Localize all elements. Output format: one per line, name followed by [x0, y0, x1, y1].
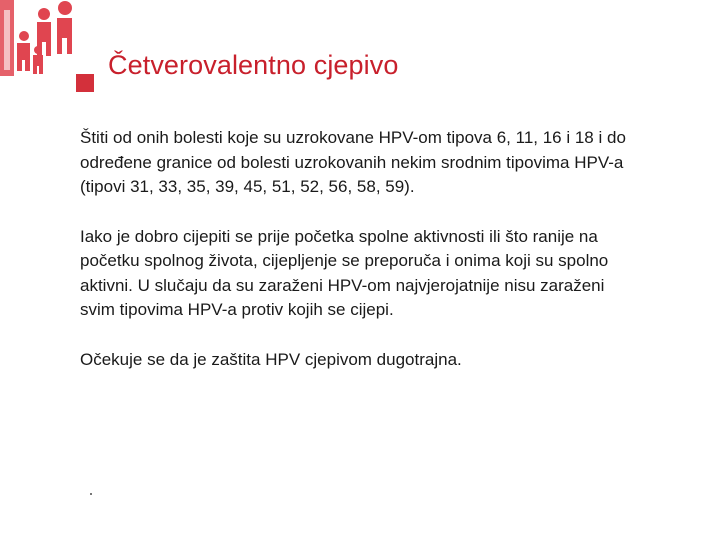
paragraph-protection: Štiti od onih bolesti koje su uzrokovane HPV-om tipova 6, 11, 16 i 18 i do određene granice od bolesti uzrokovanih nekim srodnim tipovima HPV-a (tipovi 31, 33, 35, 39, 45, 51, 52, 56, 58, 59). [80, 128, 626, 196]
red-square-icon [76, 74, 94, 92]
paragraph-duration: Očekuje se da je zaštita HPV cjepivom dugotrajna. [80, 349, 462, 369]
slide-body [80, 126, 640, 397]
paragraph-recommendation: Iako je dobro cijepiti se prije početka spolne aktivnosti ili što ranije na početku spolnog života, cijepljenje se preporuča i onima koji su spolno aktivni. U slučaju da su zaraženi HPV-om najvjerojatnije nisu zaraženi svim tipovima HPV-a protiv kojih se cijepi. [80, 226, 609, 319]
family-figures-logo-icon [0, 0, 80, 80]
footer-dot [90, 493, 92, 495]
slide-title: Četverovalentno cjepivo [108, 50, 399, 80]
